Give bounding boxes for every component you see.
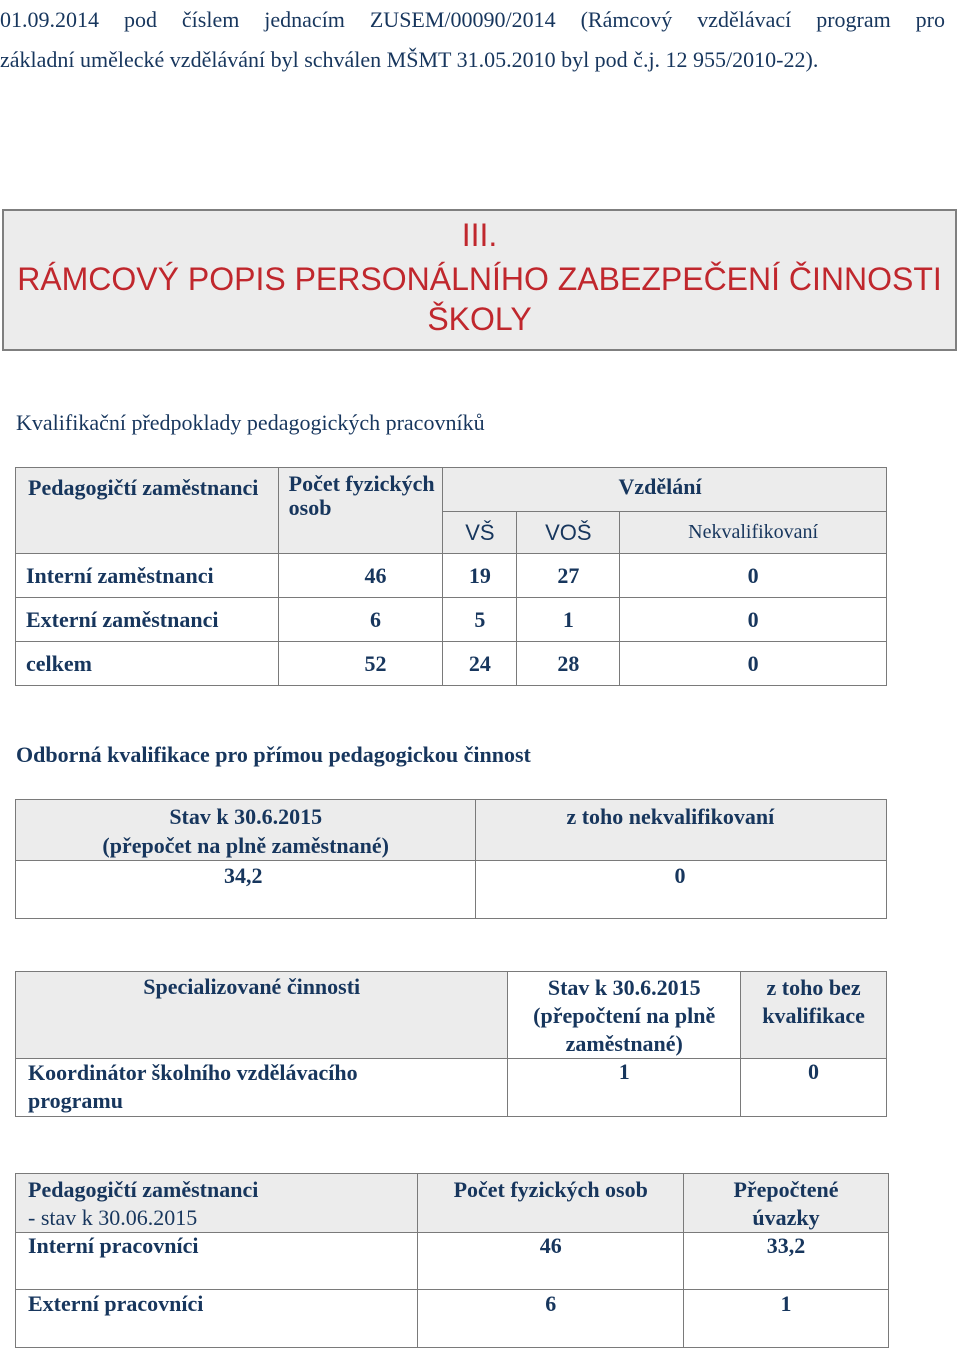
value-state: 34,2	[16, 861, 476, 919]
row-count: 46	[278, 554, 443, 598]
header-state	[16, 800, 476, 861]
header-vos: VOŠ	[517, 512, 620, 554]
row-label: Externí zaměstnanci	[16, 598, 279, 642]
value-unqualified: 0	[476, 861, 887, 919]
header-without-qualification: z toho bez kvalifikace	[741, 972, 887, 1059]
row-count: 6	[418, 1290, 684, 1348]
professional-table	[15, 799, 887, 919]
header-unqualified: z toho nekvalifikovaní	[476, 800, 887, 861]
header-state: Stav k 30.6.2015 (přepočtení na plně zaměstnané)	[508, 972, 741, 1059]
row-label: Koordinátor školního vzdělávacího programu	[16, 1059, 508, 1117]
header-nekval: Nekvalifikovaní	[620, 512, 887, 554]
row-count: 6	[278, 598, 443, 642]
row-vos: 27	[517, 554, 620, 598]
header-fte: Přepočtené úvazky	[684, 1174, 889, 1233]
row-vos: 28	[517, 642, 620, 686]
header-staff	[16, 1174, 418, 1233]
row-vos: 1	[517, 598, 620, 642]
row-count: 46	[418, 1233, 684, 1290]
header-staff-line-2: - stav k 30.06.2015	[28, 1205, 198, 1230]
staff-table	[15, 1173, 889, 1348]
row-vs: 5	[443, 598, 517, 642]
qualification-heading: Kvalifikační předpoklady pedagogických pracovníků	[16, 410, 485, 435]
row-nekval: 0	[620, 554, 887, 598]
row-vs: 19	[443, 554, 517, 598]
row-vs: 24	[443, 642, 517, 686]
header-staff: Pedagogičtí zaměstnanci	[16, 468, 279, 554]
row-nekval: 0	[620, 642, 887, 686]
header-state-line-2: (přepočet na plně zaměstnané)	[102, 833, 389, 858]
header-vs: VŠ	[443, 512, 517, 554]
row-label: Interní pracovníci	[16, 1233, 418, 1290]
professional-heading: Odborná kvalifikace pro přímou pedagogickou činnost	[16, 742, 531, 767]
row-label: Interní zaměstnanci	[16, 554, 279, 598]
intro-line-1: 01.09.2014 pod číslem jednacím ZUSEM/00090/2014 (Rámcový vzdělávací program pro	[0, 7, 945, 32]
header-state-line-1: Stav k 30.6.2015	[169, 804, 323, 829]
row-without-qualification: 0	[741, 1059, 887, 1117]
specialized-table	[15, 971, 887, 1117]
row-count: 52	[278, 642, 443, 686]
row-fte: 1	[684, 1290, 889, 1348]
section-title-line-2: ŠKOLY	[427, 301, 532, 337]
row-nekval: 0	[620, 598, 887, 642]
row-state: 1	[508, 1059, 741, 1117]
section-title-line-1: RÁMCOVÝ POPIS PERSONÁLNÍHO ZABEZPEČENÍ ČINNOSTI	[17, 261, 942, 297]
row-fte: 33,2	[684, 1233, 889, 1290]
qualification-table	[15, 467, 887, 686]
header-count: Počet fyzických osob	[418, 1174, 684, 1233]
section-banner	[2, 209, 957, 351]
row-label: Externí pracovníci	[16, 1290, 418, 1348]
intro-paragraph	[0, 0, 945, 80]
row-label: celkem	[16, 642, 279, 686]
header-count: Počet fyzických osob	[278, 468, 443, 554]
section-number: III.	[461, 217, 498, 253]
header-education: Vzdělání	[443, 468, 887, 512]
header-staff-line-1: Pedagogičtí zaměstnanci	[28, 1177, 259, 1202]
intro-line-2: základní umělecké vzdělávání byl schválen MŠMT 31.05.2010 byl pod č.j. 12 955/2010-22).	[0, 47, 819, 72]
header-activity: Specializované činnosti	[16, 972, 508, 1059]
